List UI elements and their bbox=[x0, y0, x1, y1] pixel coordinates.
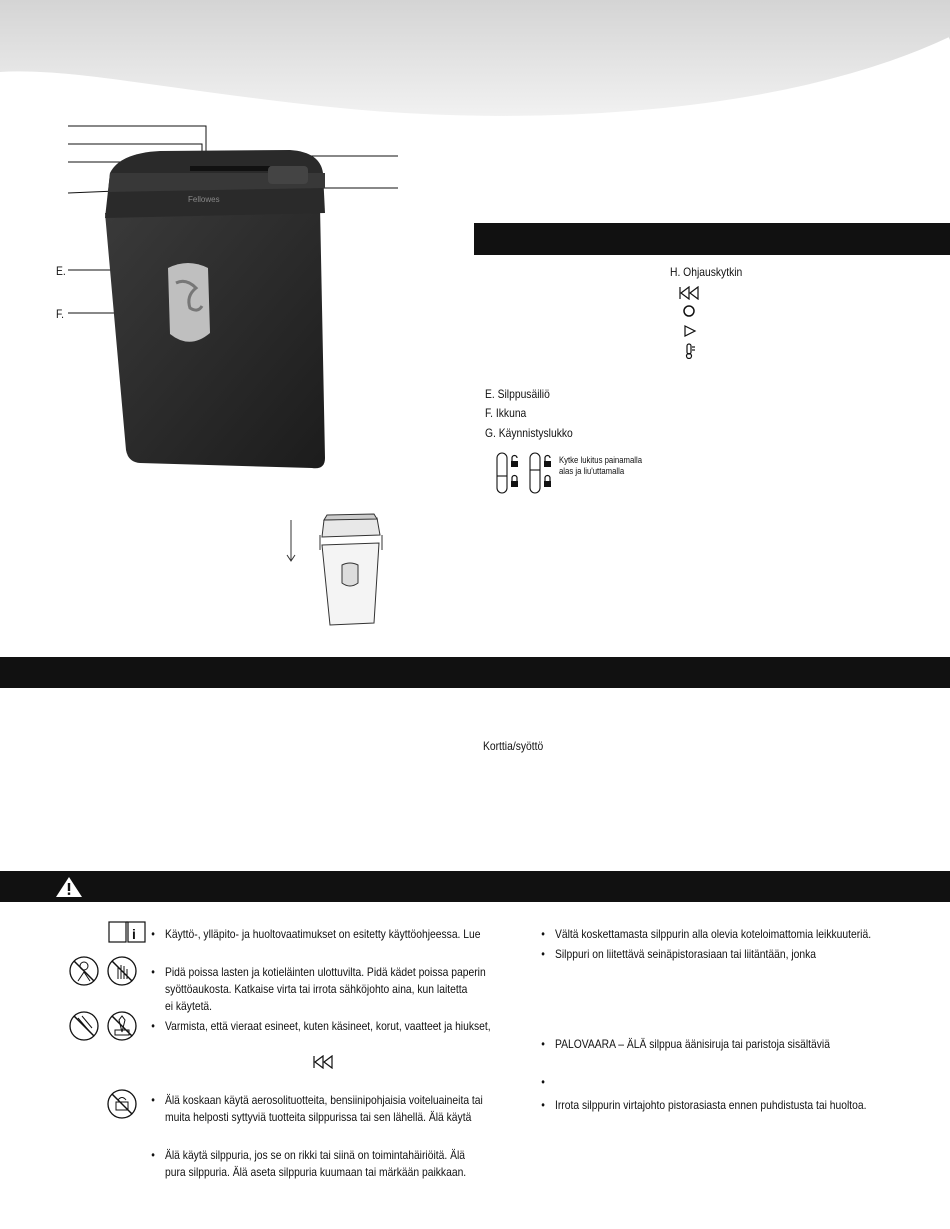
warning-right-2 bbox=[541, 946, 817, 963]
warning-left-2-line1: Pidä poissa lasten ja kotieläinten ulottuvilta. Pidä kädet poissa paperin bbox=[165, 965, 486, 979]
off-icon bbox=[682, 304, 696, 318]
warning-left-4-line1: Älä koskaan käytä aerosolituotteita, bensiinipohjaisia voiteluaineita tai bbox=[165, 1093, 483, 1107]
warning-right-1 bbox=[541, 926, 872, 943]
warning-right-2-line1: Silppuri on liitettävä seinäpistorasiaan tai liitäntään, jonka bbox=[555, 947, 817, 961]
warning-triangle-icon bbox=[54, 875, 84, 899]
svg-text:Fellowes: Fellowes bbox=[188, 195, 220, 204]
bullet-dot: • bbox=[151, 927, 155, 941]
bullet-dot: • bbox=[541, 947, 545, 961]
bullet-dot: • bbox=[541, 1075, 545, 1089]
warning-left-5 bbox=[151, 1147, 467, 1181]
bullet-dot: • bbox=[541, 1098, 545, 1112]
lock-note-line2: alas ja liu'uttamalla bbox=[559, 466, 625, 476]
part-e: E. Silppusäiliö bbox=[485, 387, 550, 401]
bullet-dot: • bbox=[151, 1093, 155, 1107]
header-swoosh bbox=[0, 0, 950, 130]
section-bar-capabilities bbox=[0, 657, 950, 688]
warning-left-3 bbox=[151, 1018, 491, 1035]
svg-text:i: i bbox=[132, 926, 136, 942]
warning-left-1 bbox=[151, 926, 481, 943]
bullet-dot: • bbox=[541, 927, 545, 941]
section-bar-warnings bbox=[0, 871, 950, 902]
section-bar-controls bbox=[474, 223, 950, 255]
bullet-dot: • bbox=[151, 1148, 155, 1162]
bullet-dot: • bbox=[151, 965, 155, 979]
no-hands-icon bbox=[106, 955, 138, 987]
bullet-dot: • bbox=[541, 1037, 545, 1051]
label-f: F. bbox=[56, 307, 65, 321]
warning-left-2-line2: syöttöaukosta. Katkaise virta tai irrota sähköjohto aina, kun laitetta bbox=[165, 982, 468, 996]
warning-left-5-line1: Älä käytä silppuria, jos se on rikki tai siinä on toimintahäiriöitä. Älä bbox=[165, 1148, 466, 1162]
reverse-inline-icon bbox=[312, 1055, 334, 1069]
bullet-dot: • bbox=[151, 1019, 155, 1033]
warning-right-5-line1: Irrota silppurin virtajohto pistorasiasta ennen puhdistusta tai huoltoa. bbox=[555, 1098, 867, 1112]
warning-left-5-line2: pura silppuria. Älä aseta silppuria kuumaan tai märkään paikkaan. bbox=[165, 1165, 467, 1179]
warning-right-5 bbox=[541, 1097, 867, 1114]
warning-left-2-line3: ei käytetä. bbox=[165, 999, 213, 1013]
no-aerosol-icon bbox=[106, 1088, 138, 1120]
warning-left-4-line2: muita helposti syttyviä tuotteita silppurissa tai sen lähellä. Älä käytä bbox=[165, 1110, 472, 1124]
reverse-icon bbox=[678, 286, 700, 300]
part-g: G. Käynnistyslukko bbox=[485, 426, 573, 440]
warning-left-1-line1: Käyttö-, ylläpito- ja huoltovaatimukset on esitetty käyttöohjeessa. Lue bbox=[165, 927, 481, 941]
overheat-icon bbox=[684, 343, 696, 359]
warning-right-3-line1: PALOVAARA – ÄLÄ silppua äänisiruja tai paristoja sisältäviä bbox=[555, 1037, 830, 1051]
bin-illustration bbox=[282, 505, 392, 630]
safety-lock-icon bbox=[494, 450, 556, 496]
no-tie-icon bbox=[106, 1010, 138, 1042]
read-manual-icon bbox=[108, 920, 146, 944]
no-children-icon bbox=[68, 955, 100, 987]
warning-left-3-line1: Varmista, että vieraat esineet, kuten käsineet, korut, vaatteet ja hiukset, bbox=[165, 1019, 491, 1033]
warning-left-4 bbox=[151, 1092, 483, 1126]
label-e: E. bbox=[56, 264, 66, 278]
auto-on-icon bbox=[683, 324, 697, 338]
controls-title: H. Ohjauskytkin bbox=[670, 265, 743, 279]
part-f: F. Ikkuna bbox=[485, 406, 527, 420]
no-clothing-icon bbox=[68, 1010, 100, 1042]
shredder-illustration bbox=[40, 118, 410, 478]
lock-note-line1: Kytke lukitus painamalla bbox=[559, 455, 643, 465]
warning-right-1-line1: Vältä koskettamasta silppurin alla olevia koteloimattomia leikkuuteriä. bbox=[555, 927, 872, 941]
warning-left-2 bbox=[151, 964, 486, 1015]
card-feed-label: Korttia/syöttö bbox=[483, 739, 544, 753]
warning-right-3 bbox=[541, 1036, 830, 1053]
